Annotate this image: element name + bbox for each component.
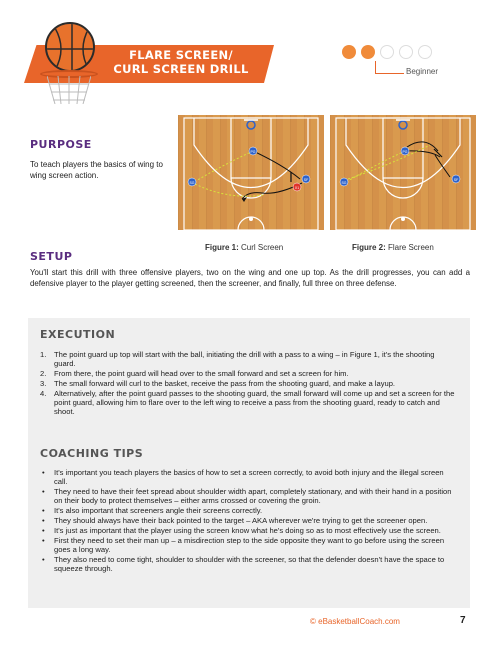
fig1-player-top-label: PG [250,150,256,154]
difficulty-level-label: Beginner [406,67,439,76]
page-title [96,48,266,80]
step-number: 3. [40,378,47,388]
step-number: 2. [40,369,47,379]
step-text: Alternatively, after the point guard passes to the shooting guard, the small forward will come up and set a screen for the point guard, allowing him to flare over to the left wing to receive a pass from the shooting guard, ready to catch and shoot. [54,388,455,417]
tip-item [40,526,458,535]
bullet-icon: • [42,468,45,477]
figure-2-caption [352,243,434,252]
bullet-icon: • [42,525,45,535]
level-dot-filled [361,45,375,59]
tip-item [40,468,458,487]
tip-text: They should always have their back pointed to the target – AKA wherever we're trying to get the screener open. [54,515,428,525]
tip-item [40,506,458,515]
bullet-icon: • [42,487,45,497]
execution-step [40,379,458,388]
execution-step [40,350,458,369]
net-icon [47,76,91,104]
figure-1-caption-text: Curl Screen [241,243,284,252]
level-dot-empty [418,45,432,59]
footer-copyright[interactable]: © eBasketballCoach.com [310,617,400,626]
tip-item [40,487,458,506]
bullet-icon: • [42,515,45,525]
tip-item [40,516,458,525]
execution-steps-list [40,350,458,417]
figure-1-court-diagram [178,115,324,230]
bullet-icon: • [42,554,45,564]
figure-2-caption-text: Flare Screen [388,243,434,252]
fig2-player-left-label: SG [341,181,347,185]
level-dot-empty [380,45,394,59]
fig2-player-top-label: PG [402,150,408,154]
bullet-icon: • [42,535,45,545]
figure-1-caption [205,243,283,252]
setup-text: You'll start this drill with three offensive players, two on the wing and one up top. As the drill progresses, you can add a defensive player to the player getting screened, then the screener, and finally, full three on three defense. [30,268,470,288]
fig1-player-left-label: SG [189,181,195,185]
step-text: The small forward will curl to the basket, receive the pass from the shooting guard, and make a layup. [54,378,396,388]
level-connector [375,61,404,74]
step-number: 1. [40,350,47,359]
execution-step [40,389,458,417]
step-number: 4. [40,388,47,398]
figure-1-label: Figure 1: [205,243,239,252]
bullet-icon: • [42,506,45,516]
tip-text: They need to have their feet spread about shoulder width apart, completely stationary, and with their hand in a position on their body to protect themselves – either arms crossed or covering the groin. [54,487,452,506]
step-text: The point guard up top will start with the ball, initiating the drill with a pass to a wing – in Figure 1, it's the shooting guard. [54,350,435,369]
coaching-tips-heading: COACHING TIPS [40,447,144,460]
tip-text: First they need to set their man up – a misdirection step to the side opposite they want to go before using the screen goes a long way. [54,535,445,554]
tip-item [40,555,458,574]
figure-2-label: Figure 2: [352,243,386,252]
figure-2-court-diagram [330,115,476,230]
purpose-heading: PURPOSE [30,138,92,151]
tip-item [40,536,458,555]
coaching-tips-list [40,468,458,574]
level-dot-empty [399,45,413,59]
execution-heading: EXECUTION [40,328,116,341]
purpose-text: To teach players the basics of wing to wing screen action. [30,160,163,180]
fig1-player-right-label: SF [303,178,309,182]
tip-text: It's just as important that the player using the screen know what he's doing so as to most effectively use the screen. [54,525,441,535]
title-line-2: CURL SCREEN DRILL [113,62,249,76]
basketball-icon [45,22,95,72]
level-dot-filled [342,45,356,59]
step-text: From there, the point guard will head over to the small forward and set a screen for him. [54,369,349,379]
fig1-defender-label: X1 [294,186,300,190]
tip-text: They also need to come tight, shoulder to shoulder with the screener, so that the defender doesn't have the space to squeeze through. [54,554,445,573]
execution-step [40,369,458,378]
title-line-1: FLARE SCREEN/ [129,48,233,62]
tip-text: It's also important that screeners angle their screens correctly. [54,506,263,516]
page-number: 7 [460,615,466,626]
tip-text: It's important you teach players the basics of how to set a screen correctly, to avoid both injury and the illegal screen call. [54,468,444,487]
fig2-player-right-label: SF [453,178,459,182]
setup-heading: SETUP [30,250,73,263]
